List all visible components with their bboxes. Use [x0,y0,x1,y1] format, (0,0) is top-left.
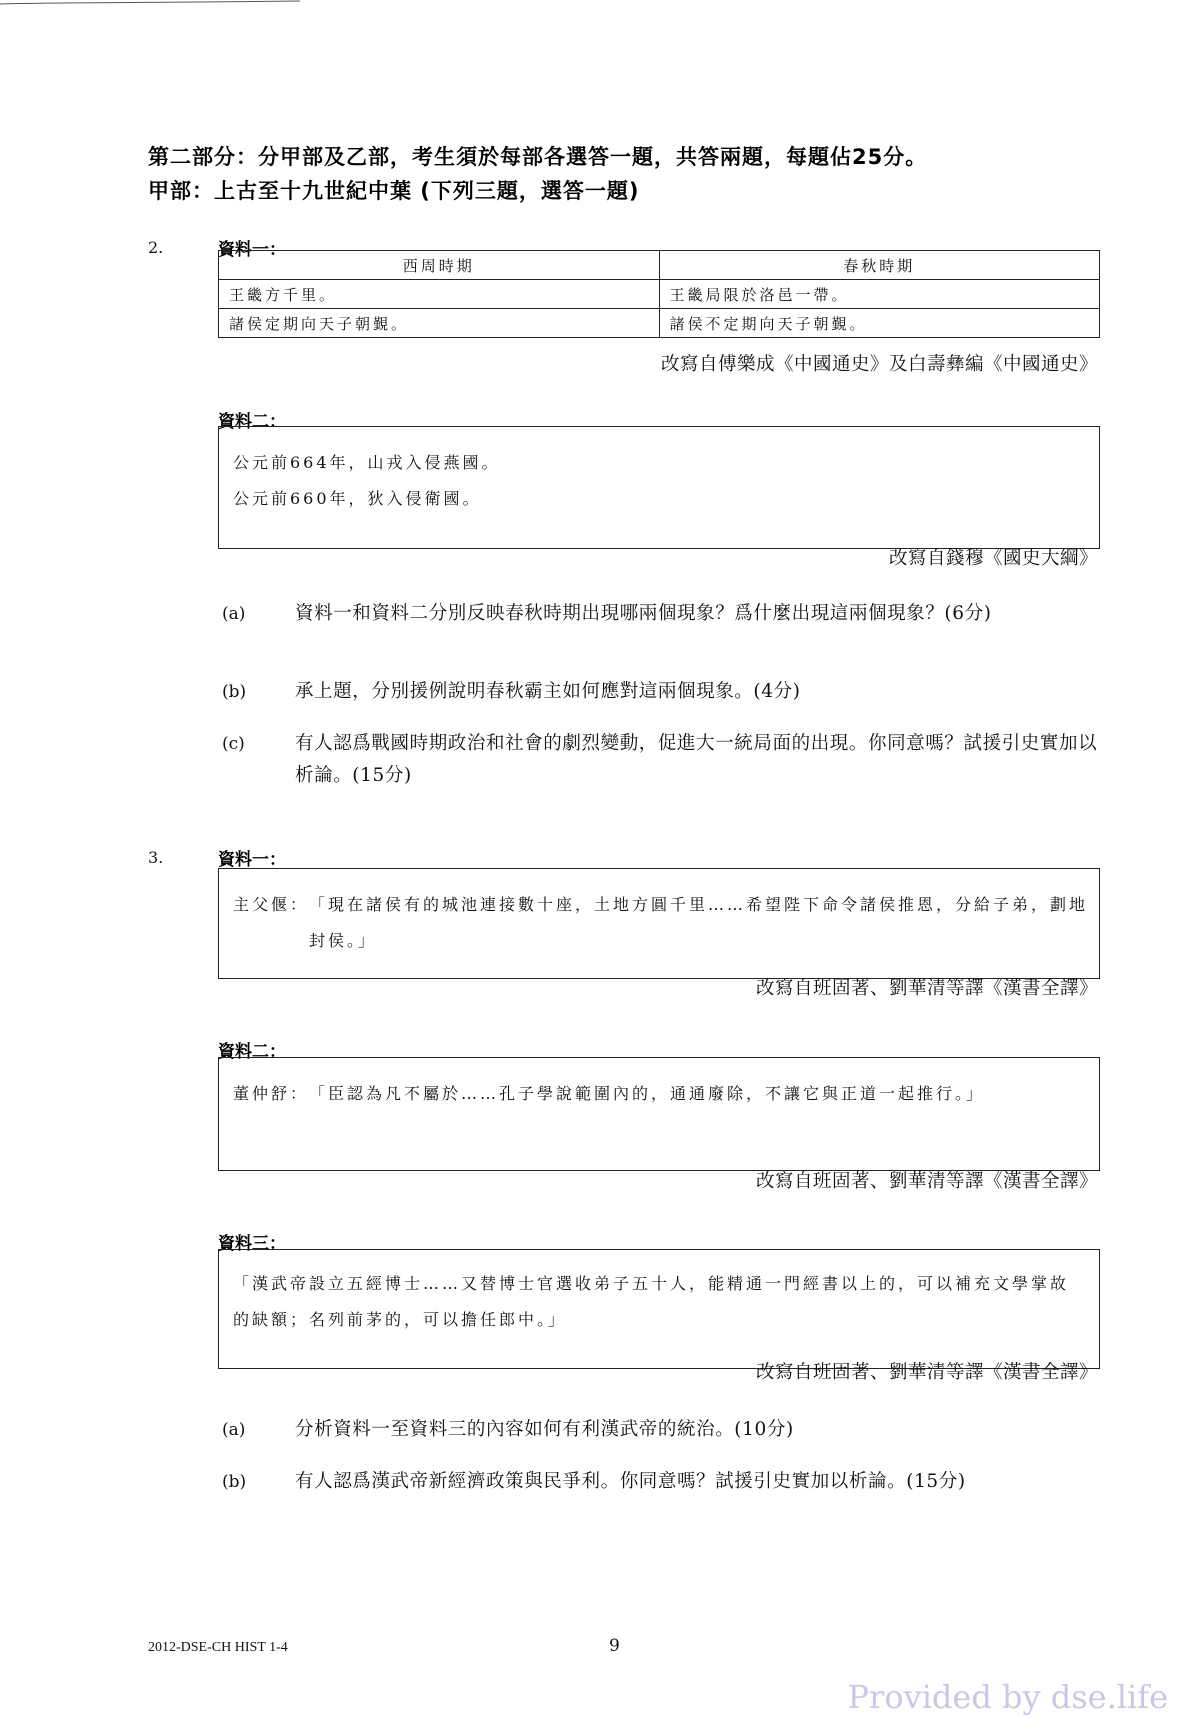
source-box [218,1249,1100,1369]
sub-question-label: (c) [222,734,245,754]
speaker-name: 董仲舒： [233,1084,310,1103]
source-label: 資料一： [218,240,286,260]
sub-question [222,1466,1112,1498]
sub-question-text: 有人認爲漢武帝新經濟政策與民爭利。你同意嗎？試援引史實加以析論。(15分) [295,1471,966,1492]
sub-question [222,676,1112,708]
sub-question [222,1414,1112,1446]
page-number: 9 [609,1636,620,1656]
table-cell: 王畿方千里。 [219,280,660,309]
sub-question-text: 分析資料一至資料三的內容如何有利漢武帝的統治。(10分) [295,1419,794,1440]
part-heading: 甲部：上古至十九世紀中葉 (下列三題，選答一題) [148,179,640,203]
source-credit: 改寫自錢穆《國史大綱》 [888,548,1098,569]
sub-question-label: (b) [222,1472,247,1492]
source-label: 資料二： [218,1042,286,1062]
source-credit: 改寫自班固著、劉華清等譯《漢書全譯》 [755,978,1098,999]
sub-question-label: (b) [222,682,247,702]
quote-text: 「現在諸侯有的城池連接數十座，土地方圓千里……希望陛下命令諸侯推恩，分給子弟，劃地封侯。」 [309,895,1089,950]
source-line: 公元前660年，狄入侵衛國。 [233,489,482,508]
question-number: 2. [148,238,164,257]
source-credit: 改寫自傅樂成《中國通史》及白壽彝編《中國通史》 [660,354,1098,375]
table-header-row [219,251,1100,280]
table-header-cell: 春秋時期 [659,251,1100,280]
source-line: 公元前664年，山戎入侵燕國。 [233,453,501,472]
comparison-table [218,250,1100,338]
sub-question-text: 有人認爲戰國時期政治和社會的劇烈變動，促進大一統局面的出現。你同意嗎？試援引史實加以析論。(15分) [295,733,1098,786]
source-quote [219,1076,1099,1112]
sub-question [222,598,1112,630]
source-label: 資料二： [218,412,286,432]
table-row [219,309,1100,338]
section-heading: 第二部分：分甲部及乙部，考生須於每部各選答一題，共答兩題，每題佔25分。 [148,145,928,169]
source-box [218,426,1100,549]
quote-text: 「漢武帝設立五經博士……又替博士官選收弟子五十人，能精通一門經書以上的，可以補充文學掌故的缺額；名列前茅的，可以擔任郎中。」 [233,1274,1070,1329]
speaker-name: 主父偃： [233,895,310,914]
source-box [218,868,1100,979]
source-table-box [218,250,1100,338]
sub-question-label: (a) [222,604,246,624]
table-cell: 諸侯定期向天子朝覲。 [219,309,660,338]
quote-text: 「臣認為凡不屬於……孔子學說範圍內的，通通廢除，不讓它與正道一起推行。」 [309,1084,986,1103]
source-box [218,1057,1100,1171]
sub-question-text: 承上題，分別援例說明春秋霸主如何應對這兩個現象。(4分) [295,681,801,702]
source-label: 資料一： [218,850,286,870]
sub-question-label: (a) [222,1420,246,1440]
question-number: 3. [148,848,164,867]
table-cell: 諸侯不定期向天子朝覲。 [659,309,1100,338]
source-credit: 改寫自班固著、劉華清等譯《漢書全譯》 [755,1362,1098,1383]
table-row [219,280,1100,309]
sub-question [222,728,1112,792]
exam-code: 2012-DSE-CH HIST 1-4 [148,1640,288,1655]
table-cell: 王畿局限於洛邑一帶。 [659,280,1100,309]
scan-edge-mark [0,0,300,6]
table-header-cell: 西周時期 [219,251,660,280]
source-credit: 改寫自班固著、劉華清等譯《漢書全譯》 [755,1171,1098,1192]
watermark: Provided by dse.life [847,1678,1168,1716]
source-label: 資料三： [218,1234,286,1254]
source-quote [219,887,1099,959]
sub-question-text: 資料一和資料二分別反映春秋時期出現哪兩個現象？爲什麼出現這兩個現象？(6分) [295,603,992,624]
